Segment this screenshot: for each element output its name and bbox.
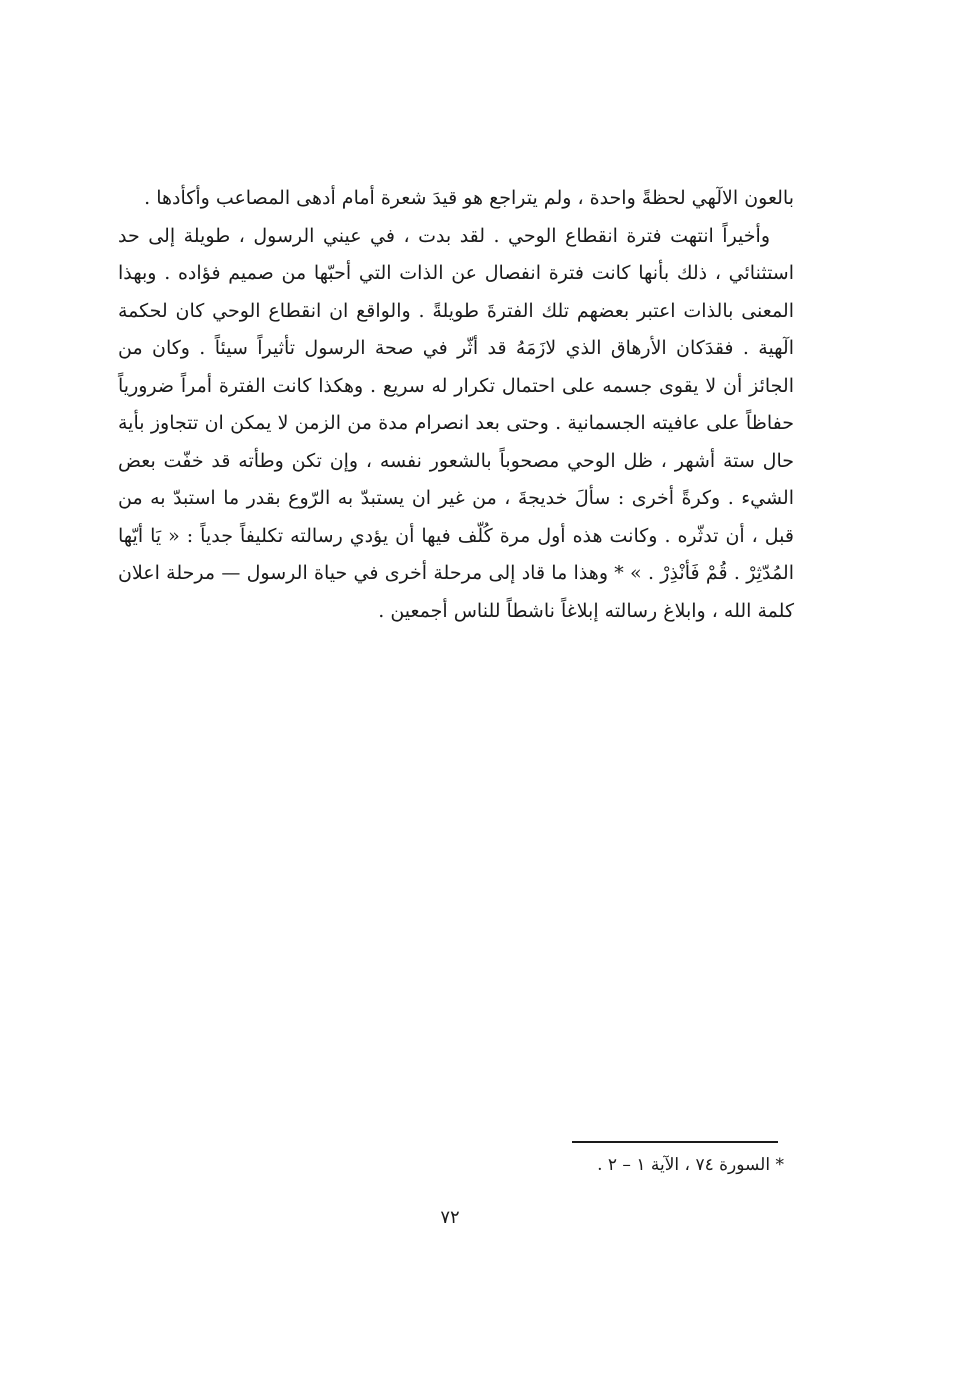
paragraph-main: وأخيراً انتهت فترة انقطاع الوحي . لقد بدت ، في عيني الرسول ، طويلة إلى حد استثنائي ، ذلك بأنها كانت فترة انفصال عن الذات التي أحبّها من صميم فؤاده . وبهذا المعنى بالذات اعتبر بعضهم تلك الفترةَ طويلةً . والواقع ان انقطاع الوحي كان لحكمة الٓهية . فقدَكان الأرهاق الذي لازَمَهُ قد أثّر في صحة الرسول تأثيراً سيئاً . وكان من الجائز أن لا يقوى جسمه على احتمال تكرار له سريع . وهكذا كانت الفترة أمراً ضرورياً حفاظاً على عافيته الجسمانية . وحتى بعد انصرام مدة من الزمن لا يمكن ان تتجاوز بأية حال ستة أشهر ، ظل الوحي مصحوباً بالشعور نفسه ، وإن تكن وطأته قد خفّت بعض الشيء . وكرةً أخرى : سألَ خديجةَ ، من غير ان يستبدّ به الرّوع بقدر ما استبدّ به من قبل ، أن تدثّره . وكانت هذه أول مرة كُلّف فيها أن يؤدي رسالته تكليفاً جدياً : « يَا أيّها المُدّثِرْ . قُمْ فَأنْذِرْ . » * وهذا ما قاد إلى مرحلة أخرى في حياة الرسول — مرحلة اعلان كلمة الله ، وابلاغ رسالته إبلاغاً ناشطاً للناس أجمعين . xyxy=(118,224,794,622)
page-number: ٧٢ xyxy=(440,1207,460,1228)
paragraph-continued: بالعون الالٓهي لحظةً واحدة ، ولم يتراجع هو قيدَ شعرة أمام أدهى المصاعب وأكأدها . xyxy=(144,187,794,209)
body-text xyxy=(118,180,794,630)
footnote: * السورة ٧٤ ، الآية ١ – ٢ . xyxy=(597,1155,784,1175)
footnote-divider xyxy=(572,1141,778,1143)
